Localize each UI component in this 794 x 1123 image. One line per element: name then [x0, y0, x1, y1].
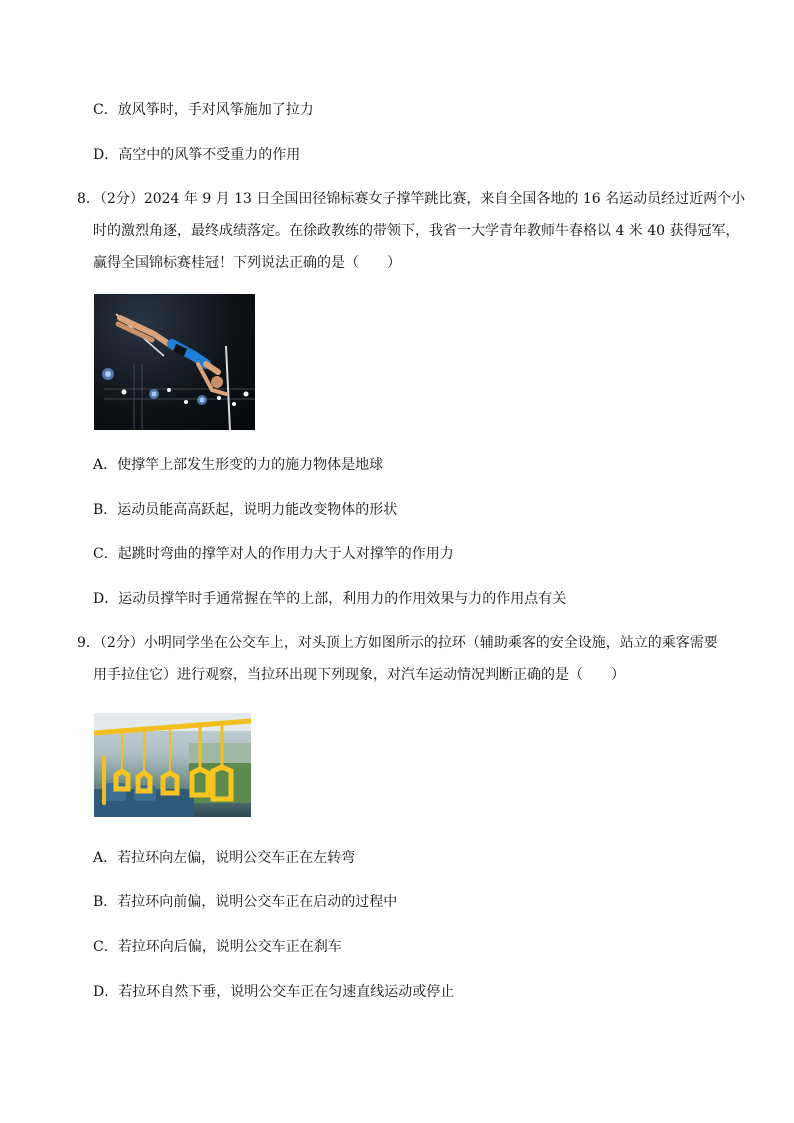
bus-handle-photo [94, 713, 251, 817]
pole-vault-photo [94, 294, 255, 430]
q8-stem-line-3: 赢得全国锦标赛桂冠！下列说法正确的是（ ） [93, 255, 401, 271]
q8-option-b: B．运动员能高高跃起，说明力能改变物体的形状 [93, 502, 398, 518]
q8-option-d: D．运动员撑竿时手通常握在竿的上部，利用力的作用效果与力的作用点有关 [93, 591, 567, 607]
q8-stem-line-2: 时的激烈角逐，最终成绩落定。在徐政教练的带领下，我省一大学青年教师牛春格以 4 米 40 获得冠军， [93, 223, 740, 239]
q7-option-d: D．高空中的风筝不受重力的作用 [93, 147, 301, 163]
q8-stem-line-1: 8．（2分）2024 年 9 月 13 日全国田径锦标赛女子撑竿跳比赛，来自全国各地的 16 名运动员经过近两个小 [77, 191, 746, 207]
q9-stem-line-1: 9．（2分）小明同学坐在公交车上，对头顶上方如图所示的拉环（辅助乘客的安全设施，站立的乘客需要 [77, 635, 718, 651]
q7-option-c: C．放风筝时，手对风筝施加了拉力 [93, 102, 314, 118]
q9-option-a: A．若拉环向左偏，说明公交车正在左转弯 [93, 850, 356, 866]
q8-option-a: A．使撑竿上部发生形变的力的施力物体是地球 [93, 457, 384, 473]
q8-option-c: C．起跳时弯曲的撑竿对人的作用力大于人对撑竿的作用力 [93, 546, 454, 562]
q9-option-b: B．若拉环向前偏，说明公交车正在启动的过程中 [93, 894, 398, 910]
q9-option-c: C．若拉环向后偏，说明公交车正在刹车 [93, 939, 342, 955]
q9-option-d: D．若拉环自然下垂，说明公交车正在匀速直线运动或停止 [93, 984, 455, 1000]
q9-stem-line-2: 用手拉住它）进行观察，当拉环出现下列现象，对汽车运动情况判断正确的是（ ） [93, 667, 625, 683]
